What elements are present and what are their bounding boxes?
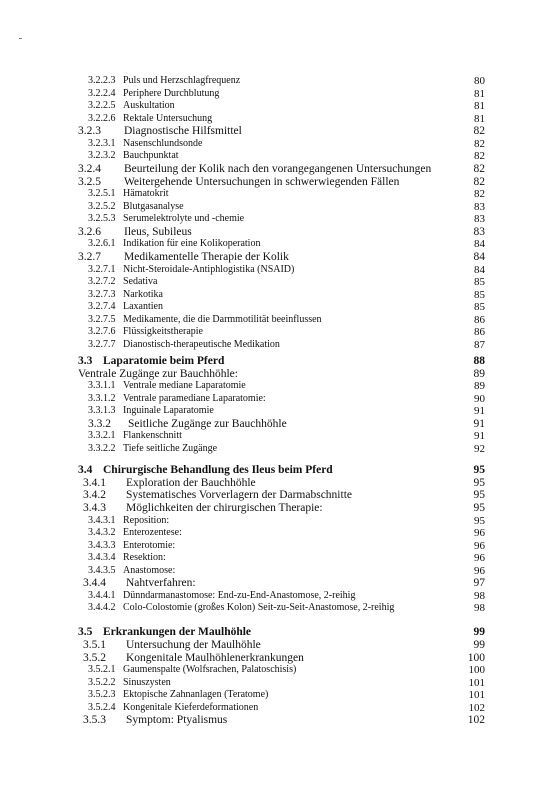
toc-entry-title: Sedativa	[123, 276, 158, 287]
toc-entry-title: Diagnostische Hilfsmittel	[124, 125, 242, 137]
toc-entry-title: Sinuszysten	[123, 677, 171, 688]
toc-entry-page-number: 82	[474, 188, 485, 200]
toc-entry-number: 3.5.3	[83, 714, 106, 726]
toc-entry-title: Ventrale Zugänge zur Bauchhöhle:	[78, 368, 238, 380]
toc-entry-number: 3.5.2	[83, 652, 106, 664]
toc-entry-title: Weitergehende Untersuchungen in schwerwiegenden Fällen	[124, 176, 400, 188]
toc-entry-page-number: 86	[474, 326, 485, 338]
toc-entry-page-number: 84	[473, 251, 485, 263]
toc-entry-title: Flüssigkeitstherapie	[123, 326, 203, 337]
toc-entry-number: 3.3.1.2	[88, 393, 116, 404]
toc-entry-number: 3.3	[78, 355, 93, 367]
toc-entry-page-number: 100	[468, 664, 485, 676]
toc-entry-number: 3.2.4	[78, 163, 101, 175]
toc-entry-title: Anastomose:	[123, 565, 176, 576]
toc-entry-page-number: 82	[473, 176, 485, 188]
toc-entry-title: Chirurgische Behandlung des Ileus beim Pferd	[103, 464, 333, 476]
toc-entry-number: 3.2.2.5	[88, 100, 116, 111]
toc-entry-page-number: 96	[474, 540, 485, 552]
toc-entry-page-number: 98	[474, 602, 485, 614]
toc-entry-number: 3.3.2.2	[88, 443, 116, 454]
toc-entry-title: Nahtverfahren:	[126, 577, 196, 589]
toc-entry-page-number: 86	[474, 314, 485, 326]
toc-entry-number: 3.2.7.3	[88, 289, 116, 300]
toc-entry-title: Ventrale paramediane Laparatomie:	[123, 393, 266, 404]
toc-entry-page-number: 100	[467, 652, 485, 664]
toc-entry-number: 3.5.2.1	[88, 664, 116, 675]
toc-entry-page-number: 83	[473, 226, 485, 238]
toc-entry-number: 3.4.4.2	[88, 602, 116, 613]
toc-entry-title: Untersuchung der Maulhöhle	[126, 639, 261, 651]
toc-entry-page-number: 95	[473, 489, 485, 501]
toc-entry-page-number: 95	[474, 515, 485, 527]
toc-entry-title: Colo-Colostomie (großes Kolon) Seit-zu-Seit-Anastomose, 2-reihig	[123, 602, 395, 613]
toc-entry-number: 3.5	[78, 626, 93, 638]
toc-entry-number: 3.2.2.3	[88, 75, 116, 86]
toc-entry-number: 3.2.7	[78, 251, 101, 263]
toc-entry-page-number: 95	[473, 502, 485, 514]
toc-entry-number: 3.4.3.2	[88, 527, 116, 538]
toc-entry-title: Reposition:	[123, 515, 170, 526]
toc-entry-title: Laparatomie beim Pferd	[103, 355, 225, 367]
toc-entry-number: 3.3.2	[88, 418, 111, 430]
toc-entry-title: Nicht-Steroidale-Antiphlogistika (NSAID)	[123, 264, 295, 275]
toc-entry-page-number: 83	[474, 213, 485, 225]
toc-entry-title: Beurteilung der Kolik nach den vorangegangenen Untersuchungen	[124, 163, 432, 175]
toc-entry-page-number: 88	[473, 355, 485, 367]
toc-entry-title: Möglichkeiten der chirurgischen Therapie:	[126, 502, 323, 514]
toc-entry-title: Indikation für eine Kolikoperation	[123, 238, 261, 249]
toc-entry-number: 3.4.3.3	[88, 540, 116, 551]
toc-entry-page-number: 82	[473, 163, 485, 175]
toc-entry-page-number: 91	[474, 430, 485, 442]
toc-entry-page-number: 82	[473, 125, 485, 137]
toc-entry-number: 3.2.7.6	[88, 326, 116, 337]
toc-entry-number: 3.4	[78, 464, 93, 476]
toc-entry-title: Symptom: Ptyalismus	[126, 714, 228, 726]
toc-entry-page-number: 84	[474, 238, 485, 250]
toc-entry-number: 3.4.3	[83, 502, 106, 514]
toc-entry-title: Seitliche Zugänge zur Bauchhöhle	[128, 418, 287, 430]
toc-entry-page-number: 89	[473, 368, 485, 380]
toc-entry-number: 3.2.7.1	[88, 264, 116, 275]
toc-entry-page-number: 101	[468, 677, 485, 689]
toc-entry-title: Flankenschnitt	[123, 430, 182, 441]
toc-entry-page-number: 91	[473, 418, 485, 430]
toc-entry-number: 3.3.1.1	[88, 380, 116, 391]
toc-entry-page-number: 101	[468, 689, 485, 701]
toc-entry-page-number: 90	[474, 393, 485, 405]
toc-entry-number: 3.4.1	[83, 477, 106, 489]
toc-entry-number: 3.2.7.2	[88, 276, 116, 287]
toc-entry-number: 3.4.4.1	[88, 590, 116, 601]
toc-entry-number: 3.2.6.1	[88, 238, 116, 249]
toc-entry-page-number: 95	[473, 477, 485, 489]
toc-entry-title: Tiefe seitliche Zugänge	[123, 443, 218, 454]
toc-entry-page-number: 81	[474, 88, 485, 100]
toc-entry-page-number: 95	[473, 464, 485, 476]
toc-entry-page-number: 96	[474, 552, 485, 564]
toc-entry-title: Rektale Untersuchung	[123, 113, 213, 124]
toc-entry-number: 3.5.2.3	[88, 689, 116, 700]
toc-entry-title: Serumelektrolyte und -chemie	[123, 213, 245, 224]
toc-entry-title: Ventrale mediane Laparatomie	[123, 380, 246, 391]
toc-entry-number: 3.4.3.4	[88, 552, 116, 563]
toc-entry-title: Exploration der Bauchhöhle	[126, 477, 256, 489]
toc-entry-page-number: 96	[474, 565, 485, 577]
toc-entry-title: Puls und Herzschlagfrequenz	[123, 75, 241, 86]
toc-entry-number: 3.2.3.2	[88, 150, 116, 161]
toc-entry-number: 3.4.3.5	[88, 565, 116, 576]
toc-entry-title: Nasenschlundsonde	[123, 138, 203, 149]
toc-entry-page-number: 82	[474, 138, 485, 150]
toc-entry-page-number: 85	[474, 289, 485, 301]
toc-entry-title: Medikamentelle Therapie der Kolik	[124, 251, 289, 263]
toc-entry-page-number: 102	[468, 702, 485, 714]
toc-entry-number: 3.4.2	[83, 489, 106, 501]
toc-entry-title: Dianostisch-therapeutische Medikation	[123, 339, 280, 350]
toc-entry-number: 3.5.1	[83, 639, 106, 651]
toc-entry-page-number: 97	[473, 577, 485, 589]
toc-entry-page-number: 81	[474, 113, 485, 125]
toc-entry-number: 3.5.2.4	[88, 702, 116, 713]
toc-entry-number: 3.2.5.3	[88, 213, 116, 224]
toc-entry-page-number: 96	[474, 527, 485, 539]
toc-entry-number: 3.2.3.1	[88, 138, 116, 149]
toc-entry-number: 3.2.7.5	[88, 314, 116, 325]
toc-entry-title: Laxantien	[123, 301, 163, 312]
toc-entry-title: Resektion:	[123, 552, 166, 563]
toc-entry-page-number: 81	[474, 100, 485, 112]
toc-entry-title: Hämatokrit	[123, 188, 169, 199]
toc-entry-page-number: 83	[474, 201, 485, 213]
toc-entry-number: 3.3.1.3	[88, 405, 116, 416]
toc-entry-title: Systematisches Vorverlagern der Darmabschnitte	[126, 489, 352, 501]
toc-entry-number: 3.4.3.1	[88, 515, 116, 526]
toc-entry-title: Auskultation	[123, 100, 175, 111]
toc-entry-number: 3.2.5.1	[88, 188, 116, 199]
toc-entry-page-number: 80	[474, 75, 485, 87]
toc-entry-page-number: 98	[474, 590, 485, 602]
toc-entry-number: 3.2.7.4	[88, 301, 116, 312]
toc-entry-title: Kongenitale Kieferdeformationen	[123, 702, 259, 713]
toc-entry-title: Ektopische Zahnanlagen (Teratome)	[123, 689, 269, 700]
toc-entry-page-number: 102	[467, 714, 485, 726]
toc-entry-page-number: 82	[474, 150, 485, 162]
toc-entry-page-number: 92	[474, 443, 485, 455]
toc-entry-number: 3.2.7.7	[88, 339, 116, 350]
toc-entry-title: Medikamente, die die Darmmotilität beeinflussen	[123, 314, 322, 325]
toc-entry-page-number: 85	[474, 276, 485, 288]
toc-entry-number: 3.2.2.4	[88, 88, 116, 99]
toc-entry-page-number: 85	[474, 301, 485, 313]
toc-entry-title: Enterotomie:	[123, 540, 176, 551]
toc-entry-title: Enterozentese:	[123, 527, 182, 538]
toc-entry-title: Erkrankungen der Maulhöhle	[103, 626, 252, 638]
toc-entry-number: 3.3.2.1	[88, 430, 116, 441]
toc-entry-number: 3.5.2.2	[88, 677, 116, 688]
toc-entry-title: Bauchpunktat	[123, 150, 179, 161]
toc-entry-page-number: 99	[473, 639, 485, 651]
toc-entry-number: 3.2.5	[78, 176, 101, 188]
toc-entry-number: 3.2.6	[78, 226, 101, 238]
toc-entry-page-number: 89	[474, 380, 485, 392]
toc-entry-page-number: 84	[474, 264, 485, 276]
toc-entry-page-number: 91	[474, 405, 485, 417]
toc-entry-number: 3.4.4	[83, 577, 106, 589]
toc-entry-title: Dünndarmanastomose: End-zu-End-Anastomose, 2-reihig	[123, 590, 356, 601]
toc-entry-number: 3.2.3	[78, 125, 101, 137]
toc-entry-title: Gaumenspalte (Wolfsrachen, Palatoschisis)	[123, 664, 297, 675]
toc-entry-title: Narkotika	[123, 289, 163, 300]
toc-entry-title: Inguinale Laparatomie	[123, 405, 214, 416]
toc-entry-number: 3.2.2.6	[88, 113, 116, 124]
toc-entry-title: Kongenitale Maulhöhlenerkrankungen	[126, 652, 304, 664]
toc-entry-page-number: 87	[474, 339, 485, 351]
toc-entry-title: Blutgasanalyse	[123, 201, 184, 212]
toc-entry-title: Ileus, Subileus	[124, 226, 192, 238]
toc-entry-page-number: 99	[473, 626, 485, 638]
toc-entry-title: Periphere Durchblutung	[123, 88, 220, 99]
toc-entry-number: 3.2.5.2	[88, 201, 116, 212]
